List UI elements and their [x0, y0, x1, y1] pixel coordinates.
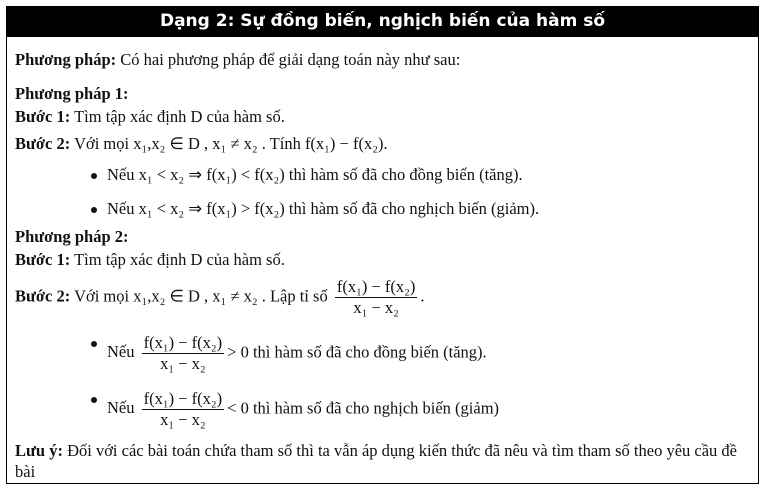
pp1-step2-text: Với mọi x₁,x₂ ∈ D , x₁ ≠ x₂ . Tính f(x₁) − f(x₂).	[70, 134, 388, 153]
pp2-title	[15, 227, 750, 247]
pp1-step1	[15, 107, 750, 127]
pp1-step1-label: Bước 1:	[15, 107, 71, 126]
pp2-step2-end: .	[420, 286, 425, 306]
pp2-bullet2-pre: Nếu	[107, 398, 135, 418]
pp2-step2-label: Bước 2:	[15, 286, 71, 306]
pp2-bullet2-denominator: x₁ − x₂	[160, 410, 206, 429]
ratio-fraction	[335, 277, 418, 318]
pp2-bullet1-fraction	[142, 333, 225, 374]
content-box	[6, 6, 759, 484]
pp1-title-text: Phương pháp 1:	[15, 84, 129, 103]
pp1-title	[15, 84, 750, 104]
pp1-step2	[15, 134, 750, 154]
method-text: Có hai phương pháp để giải dạng toán này như sau:	[116, 50, 461, 69]
pp2-bullet2-fraction	[142, 389, 225, 430]
pp1-step2-label: Bước 2:	[15, 134, 71, 153]
pp2-bullet1-pre: Nếu	[107, 342, 135, 362]
pp2-step1-label: Bước 1:	[15, 250, 71, 269]
pp2-step1	[15, 250, 750, 270]
pp2-bullet-increasing	[15, 333, 750, 374]
pp1-bullet-increasing	[15, 165, 750, 185]
content-body	[7, 36, 758, 483]
pp2-step2-text: Với mọi x₁,x₂ ∈ D , x₁ ≠ x₂ . Lập tỉ số	[70, 286, 328, 306]
pp2-bullet-decreasing	[15, 389, 750, 430]
method-label: Phương pháp:	[15, 50, 117, 69]
pp1-bullet1-text: Nếu x₁ < x₂ ⇒ f(x₁) < f(x₂) thì hàm số đã cho đồng biến (tăng).	[107, 165, 523, 184]
section-title: Dạng 2: Sự đồng biến, nghịch biến của hàm số	[7, 7, 758, 36]
pp2-bullet2-numerator: f(x₁) − f(x₂)	[143, 389, 223, 408]
ratio-denominator: x₁ − x₂	[353, 298, 399, 317]
note	[15, 440, 750, 482]
pp1-bullet2-text: Nếu x₁ < x₂ ⇒ f(x₁) > f(x₂) thì hàm số đã cho nghịch biến (giảm).	[107, 199, 540, 218]
pp2-step1-text: Tìm tập xác định D của hàm số.	[70, 250, 285, 269]
pp2-title-text: Phương pháp 2:	[15, 227, 129, 246]
method-intro	[15, 50, 750, 70]
pp1-step1-text: Tìm tập xác định D của hàm số.	[70, 107, 285, 126]
pp2-bullet1-post: > 0 thì hàm số đã cho đồng biến (tăng).	[227, 342, 487, 362]
ratio-numerator: f(x₁) − f(x₂)	[336, 277, 416, 296]
pp2-bullet1-denominator: x₁ − x₂	[160, 354, 206, 373]
pp2-bullet2-post: < 0 thì hàm số đã cho nghịch biến (giảm)	[227, 398, 500, 418]
pp2-step2	[15, 277, 750, 318]
note-label: Lưu ý:	[15, 441, 63, 460]
pp1-bullet-decreasing	[15, 199, 750, 219]
pp2-bullet1-numerator: f(x₁) − f(x₂)	[143, 333, 223, 352]
note-text: Đối với các bài toán chứa tham số thì ta vẫn áp dụng kiến thức đã nêu và tìm tham số theo yêu cầu đề bài	[15, 441, 737, 481]
